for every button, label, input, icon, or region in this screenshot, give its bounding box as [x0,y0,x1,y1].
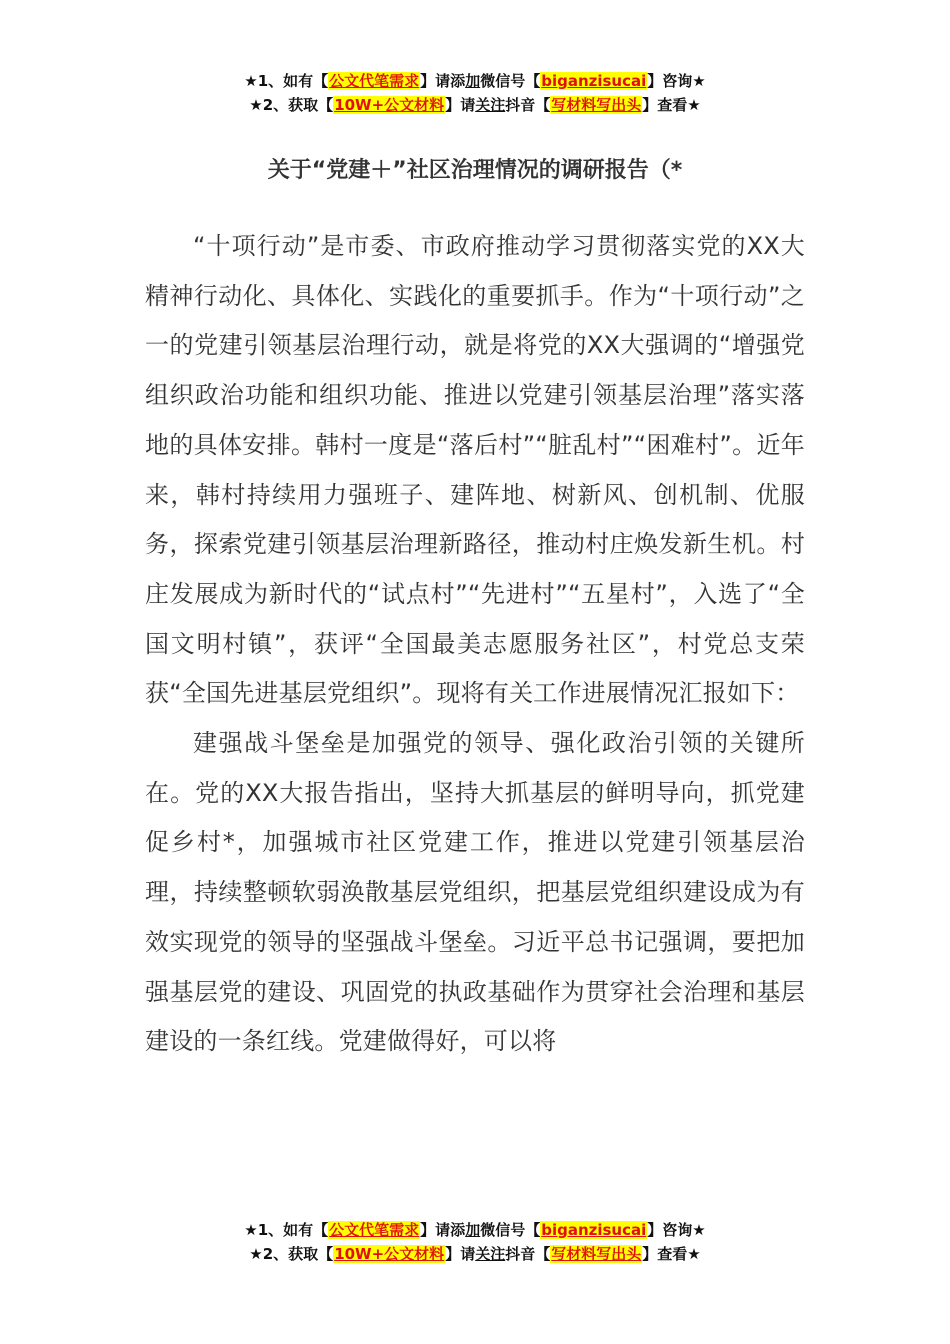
banner-text: 】请 [445,96,476,114]
footer-banner [0,1218,950,1266]
banner-text: 微信号【 [480,1221,541,1239]
banner-text: 抖音【 [505,96,551,114]
highlight-service: 公文代笔需求 [329,1221,420,1239]
banner-emphasis: 关注 [475,1245,506,1263]
highlight-wechat-id: biganzisucai [541,72,647,90]
header-banner-line-1 [0,69,950,93]
banner-text: 】请添 [420,72,466,90]
banner-emphasis: 加 [465,72,481,90]
highlight-materials: 10W+公文材料 [334,1245,445,1263]
banner-text: ★1、如有【 [244,72,329,90]
banner-text: ★1、如有【 [244,1221,329,1239]
highlight-douyin-account: 写材料写出头 [551,96,642,114]
footer-banner-line-1 [0,1218,950,1242]
highlight-wechat-id: biganzisucai [541,1221,647,1239]
footer-banner-line-2 [0,1242,950,1266]
banner-text: 】查看★ [642,96,701,114]
highlight-service: 公文代笔需求 [329,72,420,90]
banner-text: 微信号【 [480,72,541,90]
banner-text: 】请添 [420,1221,466,1239]
header-banner-line-2 [0,93,950,117]
banner-text: ★2、获取【 [249,1245,334,1263]
banner-text: 】咨询★ [647,72,706,90]
banner-text: 】查看★ [642,1245,701,1263]
body-paragraph-2: 建强战斗堡垒是加强党的领导、强化政治引领的关键所在。党的XX大报告指出，坚持大抓基层的鲜明导向，抓党建促乡村*，加强城市社区党建工作，推进以党建引领基层治理，持续整顿软弱涣散基层党组织，把基层党组织建设成为有效实现党的领导的坚强战斗堡垒。习近平总书记强调，要把加强基层党的建设、巩固党的执政基础作为贯穿社会治理和基层建设的一条红线。党建做得好，可以将 [145,729,805,1056]
document-body [145,222,805,1067]
banner-text: 】请 [445,1245,476,1263]
document-title: 关于“党建＋”社区治理情况的调研报告（* [267,158,683,183]
banner-emphasis: 关注 [475,96,506,114]
body-paragraph-1: “十项行动”是市委、市政府推动学习贯彻落实党的XX大精神行动化、具体化、实践化的重要抓手。作为“十项行动”之一的党建引领基层治理行动，就是将党的XX大强调的“增强党组织政治功能和组织功能、推进以党建引领基层治理”落实落地的具体安排。韩村一度是“落后村”“脏乱村”“困难村”。近年来，韩村持续用力强班子、建阵地、树新风、创机制、优服务，探索党建引领基层治理新路径，推动村庄焕发新生机。村庄发展成为新时代的“试点村”“先进村”“五星村”，入选了“全国文明村镇”，获评“全国最美志愿服务社区”，村党总支荣获“全国先进基层党组织”。现将有关工作进展情况汇报如下： [145,232,805,708]
highlight-douyin-account: 写材料写出头 [551,1245,642,1263]
highlight-materials: 10W+公文材料 [334,96,445,114]
banner-emphasis: 加 [465,1221,481,1239]
banner-text: ★2、获取【 [249,96,334,114]
header-banner [0,69,950,117]
banner-text: 】咨询★ [647,1221,706,1239]
banner-text: 抖音【 [505,1245,551,1263]
